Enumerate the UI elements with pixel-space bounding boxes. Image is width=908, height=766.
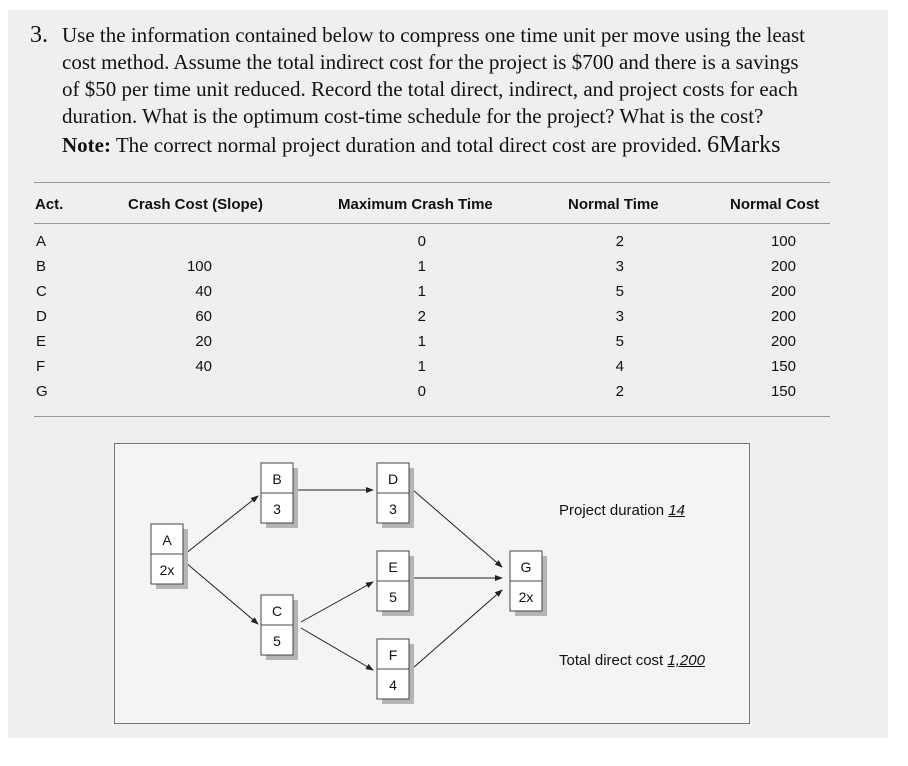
project-duration-value: 14 [668,502,685,519]
note-text: The correct normal project duration and total direct cost are provided. [110,133,702,157]
cell-normal-cost: 150 [770,383,796,400]
total-direct-cost-label: Total direct cost [559,652,668,669]
cell-normal-time: 3 [615,258,624,275]
cell-slope: 40 [195,283,212,300]
node-f-label: F [388,647,398,663]
question-number: 3. [30,22,48,48]
cell-slope: 40 [195,358,212,375]
header-max-crash-time: Maximum Crash Time [338,196,493,213]
arrow-d-g [413,490,502,567]
header-normal-cost: Normal Cost [730,196,820,213]
question-line: duration. What is the optimum cost-time schedule for the project? What is the cost? [62,104,764,128]
node-g [510,551,547,616]
cell-normal-cost: 200 [770,308,796,325]
node-g-label: G [520,559,532,575]
node-d [377,463,414,528]
question-body [62,22,880,159]
table-top-rule [34,182,830,183]
network-svg [115,444,749,723]
cell-normal-time: 2 [615,233,624,250]
node-c [261,595,298,660]
cell-slope: 20 [195,333,212,350]
node-e-value: 5 [389,589,397,605]
cell-normal-cost: 200 [770,333,796,350]
node-c-label: C [271,603,283,619]
cell-max-crash: 0 [417,233,426,250]
project-duration [559,502,685,519]
cell-max-crash: 0 [417,383,426,400]
cell-act: G [36,383,48,400]
total-direct-cost-value: 1,200 [667,652,705,669]
question-line: cost method. Assume the total indirect cost for the project is $700 and there is a savings [62,50,799,74]
question-line: Use the information contained below to compress one time unit per move using the least [62,23,805,47]
cell-normal-cost: 150 [770,358,796,375]
cell-act: D [36,308,47,325]
arrow-a-b [185,496,258,554]
cell-max-crash: 1 [417,283,426,300]
cell-normal-time: 4 [615,358,624,375]
network-diagram [114,443,750,724]
cell-slope: 100 [186,258,212,275]
node-d-label: D [387,471,399,487]
cell-max-crash: 1 [417,358,426,375]
node-e-label: E [388,559,398,575]
node-b-label: B [272,471,282,487]
cell-max-crash: 1 [417,333,426,350]
note-line [62,132,880,159]
question-line: of $50 per time unit reduced. Record the total direct, indirect, and project costs for each [62,77,798,101]
cell-act: E [36,333,47,350]
node-f [377,639,414,704]
arrow-c-e [301,582,373,622]
cell-normal-cost: 200 [770,258,796,275]
cell-act: A [36,233,47,250]
node-g-value: 2x [518,589,534,605]
node-a-label: A [162,532,172,548]
node-b [261,463,298,528]
header-normal-time: Normal Time [568,196,659,213]
node-e [377,551,414,616]
arrow-c-f [301,628,373,670]
node-a [151,524,188,589]
cell-act: F [36,358,46,375]
cell-max-crash: 1 [417,258,426,275]
arrow-f-g [413,590,502,668]
node-f-value: 4 [389,677,397,693]
arrow-a-c [185,562,258,624]
note-label: Note: [62,133,111,157]
cell-normal-time: 5 [615,283,624,300]
node-c-value: 5 [273,633,281,649]
cell-slope: 60 [195,308,212,325]
cell-normal-cost: 100 [770,233,796,250]
cell-normal-cost: 200 [770,283,796,300]
question-text [30,22,880,159]
cell-max-crash: 2 [417,308,426,325]
cell-act: B [36,258,47,275]
node-b-value: 3 [273,501,281,517]
cell-normal-time: 3 [615,308,624,325]
node-a-value: 2x [159,562,175,578]
cell-normal-time: 2 [615,383,624,400]
node-d-value: 3 [389,501,397,517]
cell-normal-time: 5 [615,333,624,350]
total-direct-cost [559,652,705,669]
header-crash-cost: Crash Cost (Slope) [128,196,264,213]
marks-label: 6Marks [707,132,781,158]
project-duration-label: Project duration [559,502,669,519]
cell-act: C [36,283,47,300]
header-act: Act. [35,196,64,213]
table-header-rule [34,223,830,224]
network-arrows [185,490,502,670]
table-bottom-rule [34,416,830,417]
